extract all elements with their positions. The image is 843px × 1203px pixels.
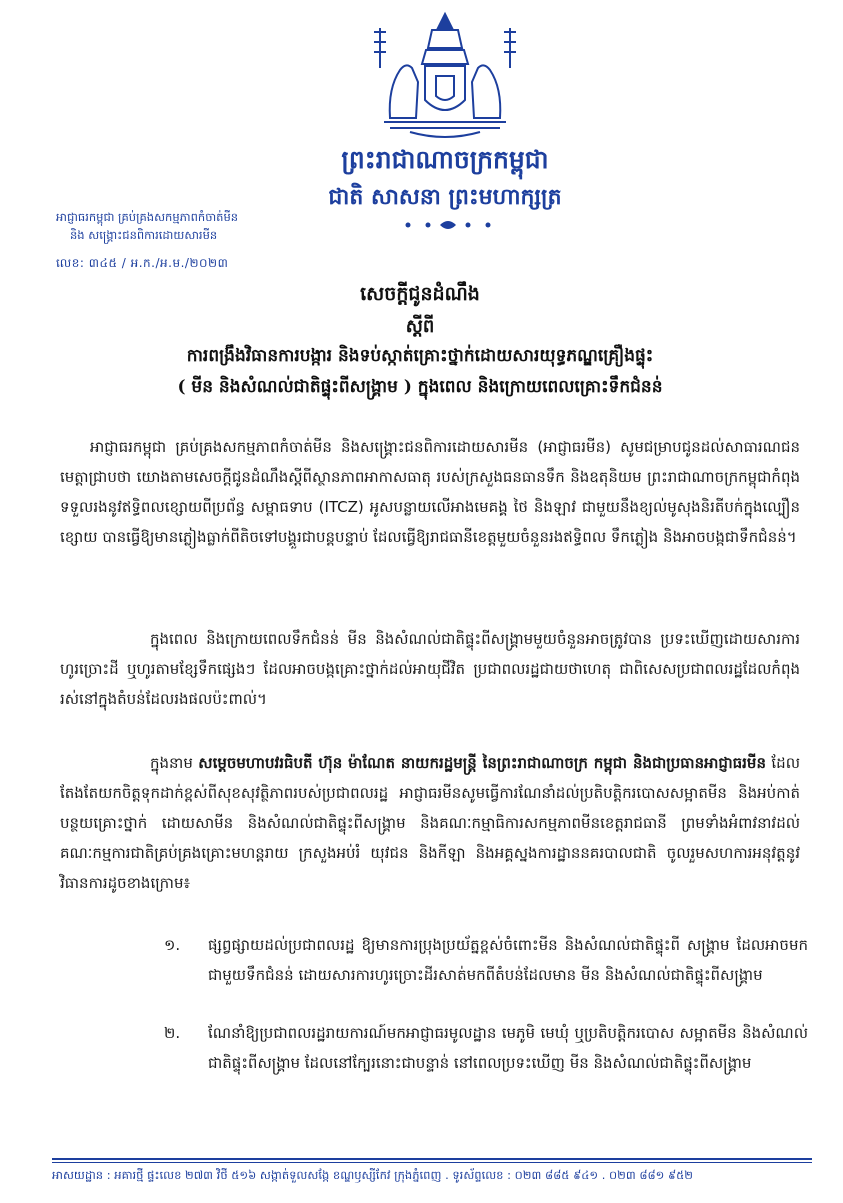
ornament-icon (378, 217, 518, 233)
paragraph-1-text: អាជ្ញាធរកម្ពុជា គ្រប់គ្រងសកម្មភាពកំចាត់មីន និងសង្គ្រោះជនពិការដោយសារមីន (អាជ្ញាធរមីន) សូមជម្រាបជូនដល់សាធារណជនមេត្តាជ្រាបថា យោងតាមសេចក្តីជូនដំណឹងស្តីពីស្ថានភាពអាកាសធាតុ របស់ក្រសួងធនធានទឹក និងឧតុនិយម ព្រះរាជាណាចក្រកម្ពុជាកំពុងទទួលរងនូវឥទ្ធិពលខ្សោយពីប្រព័ន្ធ សម្ពាធទាប (ITCZ) អូសបន្លាយលើអាងមេគង្គ ថៃ និងឡាវ ជាមួយនឹងខ្យល់មូសុងនិរតីបក់ក្នុងល្បឿន ខ្សោយ បានធ្វើឱ្យមានភ្លៀងធ្លាក់ពីតិចទៅបង្គួរជាបន្តបន្ទាប់ ដែលធ្វើឱ្យរាជធានីខេត្តមួយចំនួនរងឥទ្ធិពល ទឹកភ្លៀង និងអាចបង្កជាទឹកជំនន់។ (60, 438, 800, 546)
list-item-number: ២. (164, 1024, 181, 1042)
paragraph-3-rest: ដែលតែងតែយកចិត្តទុកដាក់ខ្ពស់ពីសុខសុវត្ថិភាពរបស់ប្រជាពលរដ្ឋ អាជ្ញាធរមីនសូមធ្វើការណែនាំដល់ប្រតិបត្តិករបោសសម្អាតមីន និងអប់កាត់បន្ថយគ្រោះថ្នាក់ ដោយសាមីន និងសំណល់ជាតិផ្ទុះពីសង្គ្រាម និងគណៈកម្មាធិការសកម្មភាពមីនខេត្តរាជធានី ព្រមទាំងអំពាវនាវដល់ គណៈកម្មការជាតិគ្រប់គ្រងគ្រោះមហន្តរាយ ក្រសួងអប់រំ យុវជន និងកីឡា និងអគ្គស្នងការដ្ឋាននគរបាលជាតិ ចូលរួមសហការអនុវត្តនូវវិធានការដូចខាងក្រោម៖ (60, 754, 800, 892)
notice-title: សេចក្តីជូនដំណឹង (360, 283, 480, 305)
footer-divider (52, 1158, 812, 1160)
paragraph-3-lead: ក្នុងនាម (150, 754, 193, 772)
list-item (150, 930, 810, 990)
paragraph-2 (60, 624, 800, 714)
notice-subject-line-2: ( មីន និងសំណល់ជាតិផ្ទុះពីសង្គ្រាម ) ក្នុងពេល និងក្រោយពេលគ្រោះទឹកជំនន់ (177, 377, 663, 397)
paragraph-3 (60, 748, 800, 898)
notice-subject-label: ស្តីពី (405, 316, 435, 337)
ministry-name (56, 208, 276, 244)
ministry-line-2: និង សង្គ្រោះជនពិការដោយសារមីន (70, 228, 218, 242)
list-item (150, 1018, 810, 1078)
paragraph-3-strong: សម្តេចមហាបវរធិបតី ហ៊ុន ម៉ាណែត នាយករដ្ឋមន្ត្រី នៃព្រះរាជាណាចក្រ កម្ពុជា និងជាប្រធានអាជ្ញាធរមីន (198, 754, 766, 772)
royal-emblem-icon (370, 8, 520, 143)
paragraph-2-text: ក្នុងពេល និងក្រោយពេលទឹកជំនន់ មីន និងសំណល់ជាតិផ្ទុះពីសង្គ្រាមមួយចំនួនអាចត្រូវបាន ប្រទះឃើញដោយសារការហូរច្រោះដី ឬហូរតាមខ្សែទឹកផ្សេងៗ ដែលអាចបង្កគ្រោះថ្នាក់ដល់អាយុជីវិត ប្រជាពលរដ្ឋជាយថាហេតុ ជាពិសេសប្រជាពលរដ្ឋដែលកំពុងរស់នៅក្នុងតំបន់ដែលរងផលប៉ះពាល់។ (60, 630, 800, 708)
ministry-line-1: អាជ្ញាធរកម្ពុជា គ្រប់គ្រងសកម្មភាពកំចាត់មីន (56, 210, 239, 224)
reference-number: លេខ: ៣៤៥ / អ.ក./អ.ម./២០២៣ (56, 256, 229, 270)
list-item-text: ផ្សព្វផ្សាយដល់ប្រជាពលរដ្ឋ ឱ្យមានការប្រុងប្រយ័ត្នខ្ពស់ចំពោះមីន និងសំណល់ជាតិផ្ទុះពី សង្គ្រាម ដែលអាចមកជាមួយទឹកជំនន់ ដោយសារការហូរច្រោះដីរសាត់មកពីតំបន់ដែលមាន មីន និងសំណល់ជាតិផ្ទុះពីសង្គ្រាម (208, 936, 808, 984)
notice-subject-line-1: ការពង្រឹងវិធានការបង្ការ និងទប់ស្កាត់គ្រោះថ្នាក់ដោយសារយុទ្ធភណ្ឌគ្រឿងផ្ទុះ (186, 346, 654, 366)
footer-divider-thin (52, 1162, 812, 1163)
paragraph-1 (60, 432, 800, 552)
list-item-number: ១. (164, 936, 181, 954)
kingdom-title: ព្រះរាជាណាចក្រកម្ពុជា (341, 145, 549, 174)
list-item-text: ណែនាំឱ្យប្រជាពលរដ្ឋរាយការណ៍មកអាជ្ញាធរមូលដ្ឋាន មេភូមិ មេឃុំ ឬប្រតិបត្តិករបោស សម្អាតមីន និងសំណល់ជាតិផ្ទុះពីសង្គ្រាម ដែលនៅក្បែរនោះជាបន្ទាន់ នៅពេលប្រទះឃើញ មីន និងសំណល់ជាតិផ្ទុះពីសង្គ្រាម (208, 1024, 808, 1072)
footer-address: អាសយដ្ឋាន : អគារថ្មី ផ្ទះលេខ ២៧៣ វិថី ៥១៦ សង្កាត់ទួលសង្កែ ខណ្ឌឫស្សីកែវ ក្រុងភ្នំពេញ . ទូរស័ព្ទលេខ : ០២៣ ៨៨៥ ៩៤១ . ០២៣ ៨៨១ ៩៥២ (52, 1168, 693, 1182)
national-motto: ជាតិ សាសនា ព្រះមហាក្សត្រ (328, 184, 562, 210)
